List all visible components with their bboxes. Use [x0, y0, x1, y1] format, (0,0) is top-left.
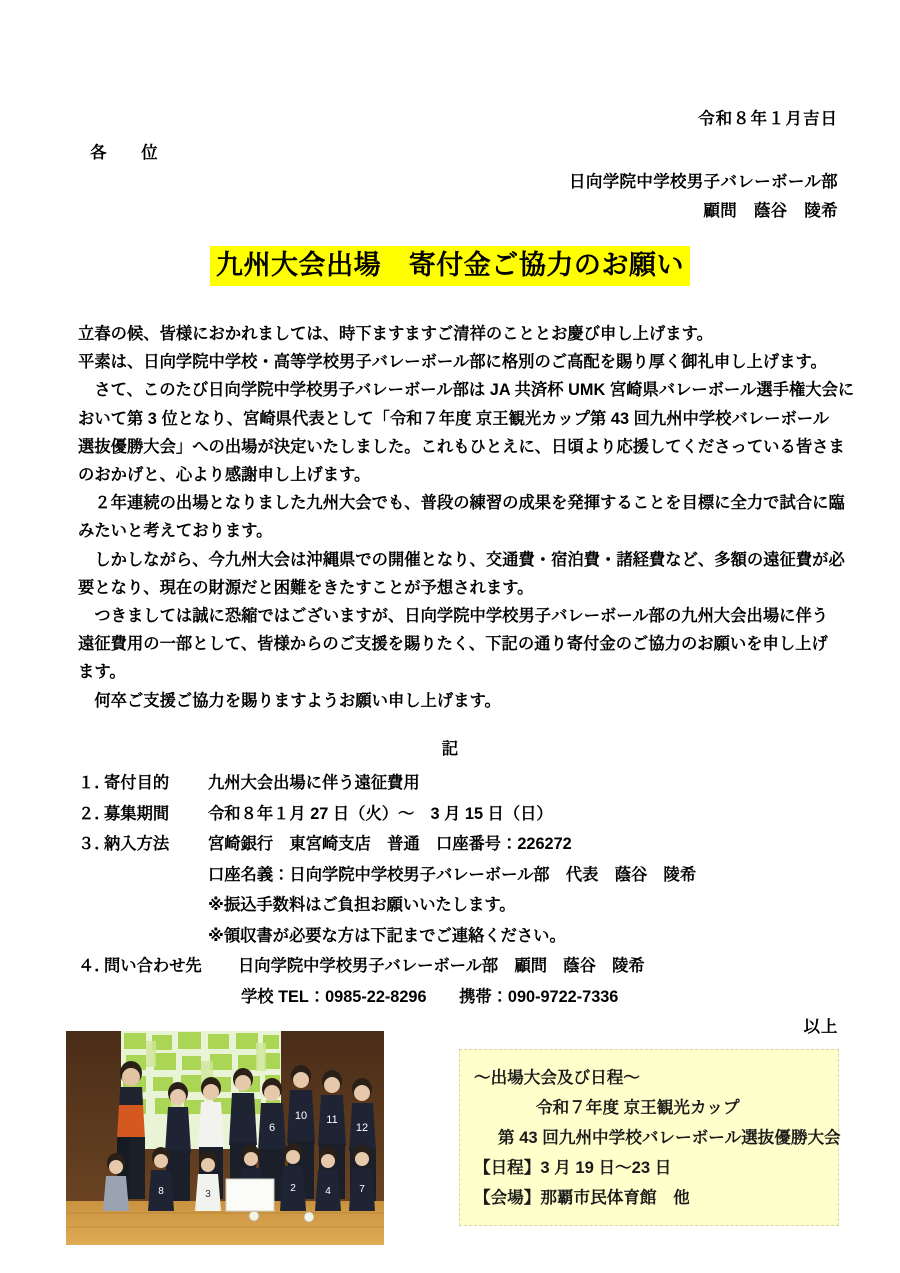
team-photo-image	[66, 1031, 384, 1245]
body-line: 立春の候、皆様におかれましては、時下ますますご清祥のこととお慶び申し上げます。	[78, 325, 713, 343]
body-line: 遠征費用の一部として、皆様からのご支援を賜りたく、下記の通り寄付金のご協力のお願いを申し上げ	[78, 635, 828, 654]
body-line: さて、このたび日向学院中学校男子バレーボール部は JA 共済杯 UMK 宮崎県バレーボール選手権大会に	[78, 381, 855, 400]
body-text	[78, 320, 855, 715]
item-sub-line: 学校 TEL：0985-22-8296 携帯：090-9722-7336	[241, 987, 619, 1006]
addressee: 各 位	[90, 144, 167, 162]
body-line: みたいと考えております。	[78, 522, 273, 541]
item-label: 寄付目的	[104, 774, 170, 792]
list-item	[78, 769, 838, 800]
svg-text:4: 4	[325, 1186, 331, 1197]
item-label: 募集期間	[104, 804, 170, 823]
item-number: ４．	[78, 957, 111, 975]
item-sub-line: ※振込手数料はご負担お願いいたします。	[208, 896, 516, 914]
tournament-info-box	[459, 1049, 839, 1226]
item-value: 令和８年１月 27 日（火）～ 3 月 15 日（日）	[208, 804, 553, 823]
body-line: のおかげと、心より感謝申し上げます。	[78, 466, 371, 485]
info-tournament-line-2: 第 43 回九州中学校バレーボール選抜優勝大会	[498, 1128, 841, 1147]
info-schedule: 【日程】3 月 19 日～23 日	[474, 1158, 672, 1177]
item-number: １．	[78, 774, 111, 792]
ki-mark: 記	[441, 740, 459, 758]
sender-person: 顧問 蔭谷 陵希	[703, 202, 838, 220]
body-line: 何卒ご支援ご協力を賜りますようお願い申し上げます。	[78, 691, 501, 710]
body-line: ます。	[78, 663, 126, 682]
item-number: ３．	[78, 835, 111, 853]
svg-text:8: 8	[158, 1186, 164, 1197]
svg-text:11: 11	[326, 1114, 338, 1126]
item-value: 九州大会出場に伴う遠征費用	[208, 774, 420, 792]
item-label: 問い合わせ先	[104, 957, 202, 975]
list-item	[78, 830, 838, 861]
body-line: 平素は、日向学院中学校・高等学校男子バレーボール部に格別のご高配を賜り厚く御礼申し上げます。	[78, 353, 827, 372]
body-line: 選抜優勝大会」への出場が決定いたしました。これもひとえに、日頃より応援してくださっている皆さま	[78, 437, 845, 456]
body-line: おいて第 3 位となり、宮崎県代表として「令和７年度 京王観光カップ第 43 回九州中学校バレーボール	[78, 409, 830, 428]
item-sub-line: 口座名義：日向学院中学校男子バレーボール部 代表 蔭谷 陵希	[208, 865, 697, 884]
info-heading: ～出場大会及び日程～	[474, 1068, 640, 1087]
body-line: 要となり、現在の財源だと困難をきたすことが予想されます。	[78, 578, 534, 597]
item-value: 日向学院中学校男子バレーボール部 顧問 蔭谷 陵希	[238, 957, 645, 975]
item-label: 納入方法	[104, 835, 170, 853]
donation-details-list	[78, 769, 838, 1013]
svg-text:10: 10	[294, 1110, 308, 1122]
list-item	[78, 952, 838, 983]
page-title	[0, 246, 900, 286]
svg-text:12: 12	[355, 1122, 369, 1134]
body-line: しかしながら、今九州大会は沖縄県での開催となり、交通費・宿泊費・諸経費など、多額の遠征費が必	[78, 550, 845, 569]
document-date: 令和８年１月吉日	[698, 110, 838, 128]
svg-text:6: 6	[268, 1122, 276, 1134]
info-tournament-line-1: 令和７年度 京王観光カップ	[536, 1098, 740, 1117]
svg-text:7: 7	[359, 1184, 365, 1195]
sender-organization: 日向学院中学校男子バレーボール部	[569, 173, 838, 191]
item-value: 宮崎銀行 東宮崎支店 普通 口座番号：226272	[208, 835, 572, 853]
closing-mark: 以上	[803, 1018, 838, 1036]
body-line: つきましては誠に恐縮ではございますが、日向学院中学校男子バレーボール部の九州大会出場に伴う	[78, 607, 829, 626]
svg-text:3: 3	[205, 1189, 211, 1200]
info-venue: 【会場】那覇市民体育館 他	[474, 1188, 690, 1207]
list-item	[78, 800, 838, 831]
item-sub-line: ※領収書が必要な方は下記までご連絡ください。	[208, 926, 566, 945]
body-line: ２年連続の出場となりました九州大会でも、普段の練習の成果を発揮することを目標に全力で試合に臨	[78, 494, 845, 513]
item-number: ２．	[78, 804, 111, 823]
page-title-text: 九州大会出場 寄付金ご協力のお願い	[210, 246, 690, 286]
svg-text:2: 2	[290, 1183, 296, 1194]
team-photo	[66, 1031, 384, 1245]
